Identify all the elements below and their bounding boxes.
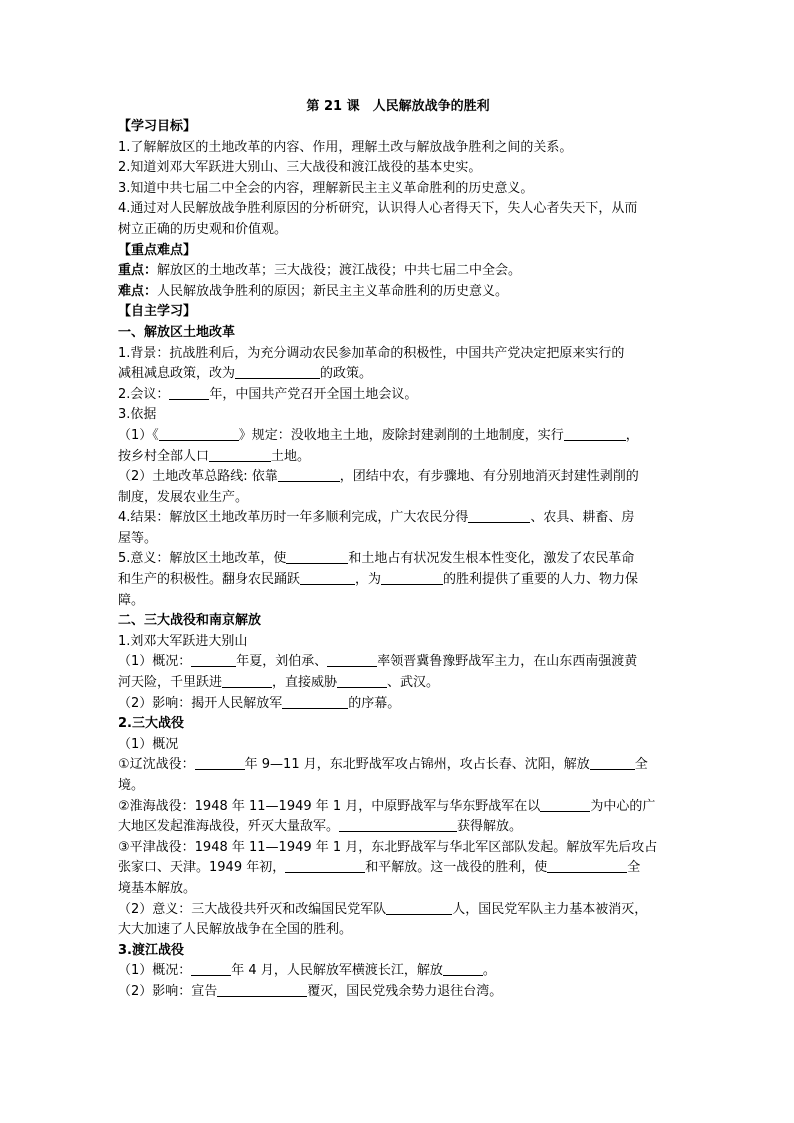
text: 和生产的积极性。翻身农民踊跃 — [118, 572, 301, 588]
text: ，团结中农，有步骤地、有分别地消灭封建性剥削的 — [339, 469, 639, 485]
text: 按乡村全部人口 — [118, 448, 210, 464]
text: 的胜利提供了重要的人力、物力保 — [443, 572, 639, 588]
liaoshen-battle — [118, 755, 678, 776]
fill-blank[interactable] — [381, 572, 443, 585]
fill-blank[interactable] — [386, 902, 452, 915]
land-significance-cont — [118, 570, 678, 591]
land-basis-2 — [118, 467, 678, 488]
land-basis-1 — [118, 426, 678, 447]
fill-blank[interactable] — [564, 428, 626, 441]
dujiang-overview — [118, 961, 678, 982]
pingjin-battle-cont — [118, 858, 678, 879]
text: ，为 — [355, 572, 382, 588]
huaihai-battle — [118, 797, 678, 818]
fill-blank[interactable] — [169, 387, 209, 400]
page-title: 第 21 课 人民解放战争的胜利 — [306, 99, 490, 114]
fill-blank[interactable] — [547, 860, 627, 873]
text: 覆灭，国民党残余势力退往台湾。 — [307, 983, 503, 999]
text: ②淮海战役：1948 年 11—1949 年 1 月，中原野战军与华东野战军在以 — [118, 798, 541, 814]
fill-blank[interactable] — [337, 675, 387, 688]
text: （1）《 — [118, 427, 159, 443]
fill-blank[interactable] — [468, 510, 530, 523]
fill-blank[interactable] — [327, 654, 377, 667]
land-bg-1: 1.背景：抗战胜利后，为充分调动农民参加革命的积极性，中国共产党决定把原来实行的 — [118, 345, 625, 361]
battles-overview: （1）概况 — [118, 736, 179, 752]
battles-meaning — [118, 900, 678, 921]
text: （1）概况： — [118, 654, 192, 670]
text: 全 — [634, 757, 648, 773]
key-focus — [118, 261, 678, 282]
land-meeting — [118, 385, 678, 406]
three-battles-heading: 2.三大战役 — [118, 716, 184, 732]
fill-blank[interactable] — [191, 963, 231, 976]
text: 河天险，千里跃进 — [118, 675, 223, 691]
dujiang-impact — [118, 982, 678, 1003]
land-basis: 3.依据 — [118, 407, 157, 423]
land-significance-end: 障。 — [118, 592, 145, 608]
text: （2）影响：揭开人民解放军 — [118, 695, 283, 711]
text: 为中心的广 — [590, 798, 656, 814]
text: 4.结果：解放区土地改革历时一年多顺利完成，广大农民分得 — [118, 510, 469, 526]
text: 土地。 — [271, 448, 311, 464]
text: 减租减息政策，改为 — [118, 366, 236, 382]
section-heading-self: 【自主学习】 — [118, 304, 197, 320]
text: 人，国民党军队主力基本被消灭， — [452, 901, 648, 917]
text: 年 9—11 月，东北野战军攻占锦州，攻占长春、沈阳，解放 — [244, 757, 590, 773]
text: 。 — [482, 963, 496, 979]
fill-blank[interactable] — [285, 860, 365, 873]
text: 的序幕。 — [348, 695, 401, 711]
fill-blank[interactable] — [282, 696, 348, 709]
text: （2）意义：三大战役共歼灭和改编国民党军队 — [118, 901, 387, 917]
fill-blank[interactable] — [540, 799, 590, 812]
text: 年夏，刘伯承、 — [236, 654, 328, 670]
text: （1）概况： — [118, 963, 192, 979]
fill-blank[interactable] — [222, 675, 272, 688]
land-basis-1-cont — [118, 447, 678, 468]
fill-blank[interactable] — [300, 572, 355, 585]
text: 5.意义：解放区土地改革，使 — [118, 551, 287, 567]
pingjin-battle-end: 境基本解放。 — [118, 880, 197, 896]
liaoshen-battle-cont: 境。 — [118, 778, 145, 793]
text: 年，中国共产党召开全国土地会议。 — [209, 386, 418, 402]
subsection-battles: 二、三大战役和南京解放 — [118, 613, 262, 629]
land-basis-2-cont: 制度，发展农业生产。 — [118, 489, 249, 505]
fill-blank[interactable] — [195, 757, 245, 770]
dujiang-heading: 3.渡江战役 — [118, 942, 184, 958]
goal-item-1: 1.了解解放区的土地改革的内容、作用，理解土改与解放战争胜利之间的关系。 — [118, 139, 573, 155]
goal-item-3: 3.知道中共七届二中全会的内容，理解新民主主义革命胜利的历史意义。 — [118, 180, 534, 196]
text: 全 — [627, 860, 641, 876]
fill-blank[interactable] — [159, 428, 239, 441]
text: 和平解放。这一战役的胜利，使 — [365, 860, 548, 876]
hard-text: 人民解放战争胜利的原因；新民主主义革命胜利的历史意义。 — [157, 283, 509, 299]
text: 张家口、天津。1949 年初， — [118, 860, 286, 876]
text: ， — [625, 427, 639, 443]
fill-blank[interactable] — [217, 984, 307, 997]
text: 》规定：没收地主土地，废除封建剥削的土地制度，实行 — [238, 427, 564, 443]
pingjin-battle: ③平津战役：1948 年 11—1949 年 1 月，东北野战军与华北军区部队发起。解放军先后攻占 — [118, 839, 658, 855]
text: ①辽沈战役： — [118, 757, 195, 773]
liudeng-impact — [118, 694, 678, 715]
goal-item-4-cont: 树立正确的历史观和价值观。 — [118, 221, 288, 237]
goal-item-2: 2.知道刘邓大军跃进大别山、三大战役和渡江战役的基本史实。 — [118, 160, 482, 176]
text: 的政策。 — [320, 366, 373, 382]
fill-blank[interactable] — [286, 551, 348, 564]
fill-blank[interactable] — [235, 366, 320, 379]
key-hard — [118, 282, 678, 303]
section-heading-key: 【重点难点】 — [118, 242, 197, 258]
subsection-land-reform: 一、解放区土地改革 — [118, 324, 236, 340]
text: 、农具、耕畜、房 — [530, 510, 635, 526]
text: （2）影响：宣告 — [118, 983, 218, 999]
text: （2）土地改革总路线: 依靠 — [118, 469, 278, 485]
land-bg-2 — [118, 364, 678, 385]
land-result — [118, 508, 678, 529]
goal-item-4: 4.通过对人民解放战争胜利原因的分析研究，认识得人心者得天下，失人心者失天下，从而 — [118, 201, 638, 217]
land-result-cont: 屋等。 — [118, 530, 158, 546]
liudeng-overview — [118, 652, 678, 673]
liudeng-overview-cont — [118, 673, 678, 694]
fill-blank[interactable] — [191, 654, 236, 667]
focus-text: 解放区的土地改革；三大战役；渡江战役；中共七届二中全会。 — [157, 263, 522, 279]
liudeng-heading: 1.刘邓大军跃进大别山 — [118, 633, 248, 649]
huaihai-battle-cont — [118, 817, 678, 838]
text: ，直接威胁 — [272, 675, 338, 691]
section-heading-goals: 【学习目标】 — [118, 119, 197, 134]
text: 、武汉。 — [387, 675, 440, 691]
focus-label: 重点： — [118, 263, 158, 279]
fill-blank[interactable] — [339, 819, 457, 832]
land-significance — [118, 549, 678, 570]
fill-blank[interactable] — [590, 757, 635, 770]
text: 年 4 月，人民解放军横渡长江，解放 — [231, 963, 443, 979]
text: 率领晋冀鲁豫野战军主力，在山东西南强渡黄 — [377, 654, 638, 670]
fill-blank[interactable] — [209, 449, 271, 462]
text: 大地区发起淮海战役，歼灭大量敌军。 — [118, 819, 340, 835]
text: 2.会议： — [118, 386, 170, 402]
fill-blank[interactable] — [278, 469, 340, 482]
text: 和土地占有状况发生根本性变化，激发了农民革命 — [348, 551, 635, 567]
worksheet-page — [118, 96, 678, 1003]
text: 获得解放。 — [457, 819, 523, 835]
battles-meaning-cont: 大大加速了人民解放战争在全国的胜利。 — [118, 922, 353, 938]
fill-blank[interactable] — [443, 963, 483, 976]
hard-label: 难点： — [118, 283, 158, 299]
